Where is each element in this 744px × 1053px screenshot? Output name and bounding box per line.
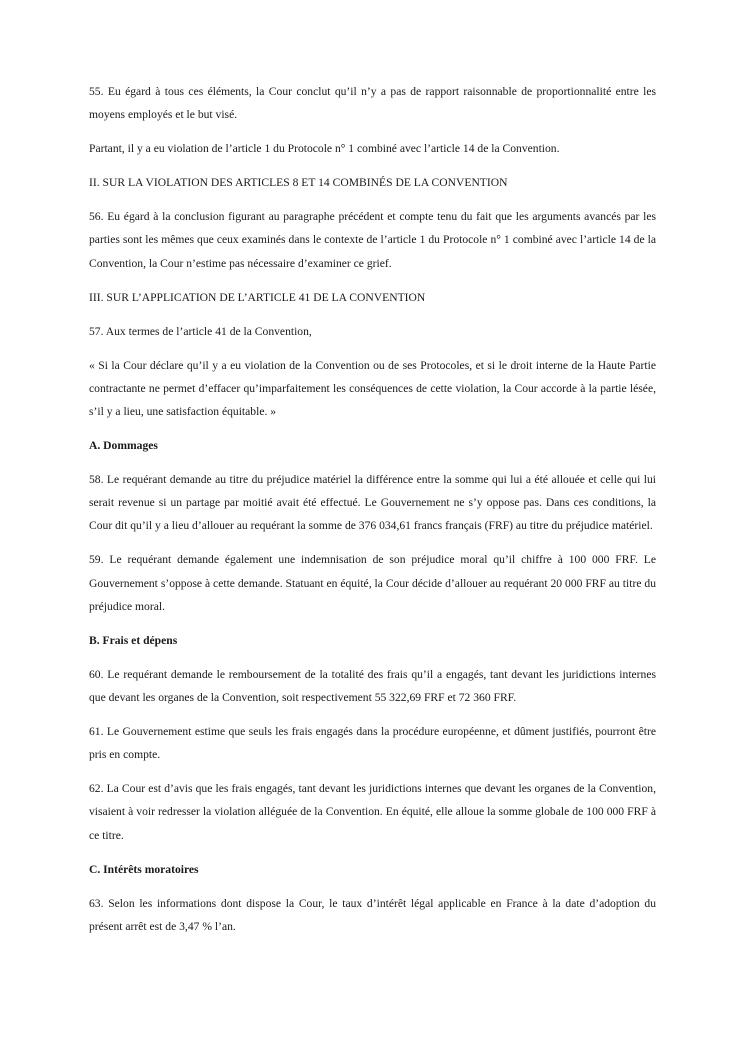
section-heading-ii: II. SUR LA VIOLATION DES ARTICLES 8 ET 14 COMBINÉS DE LA CONVENTION xyxy=(89,176,508,190)
paragraph-60: 60. Le requérant demande le remboursement de la totalité des frais qu’il a engagés, tant devant les juridictions internes que devant les organes de la Convention, soit respectivement 55 322,69 FRF et 72 360 FRF. xyxy=(89,667,656,705)
paragraph-57: 57. Aux termes de l’article 41 de la Convention, xyxy=(89,324,312,338)
paragraph-55: 55. Eu égard à tous ces éléments, la Cour conclut qu’il n’y a pas de rapport raisonnable de proportionnalité entre les moyens employés et le but visé. xyxy=(89,85,656,122)
paragraph-violation-conclusion: Partant, il y a eu violation de l’article 1 du Protocole n° 1 combiné avec l’article 14 de la Convention. xyxy=(89,142,560,156)
paragraph-58: 58. Le requérant demande au titre du préjudice matériel la différence entre la somme qui lui a été allouée et celle qui lui serait revenue si un partage par moitié avait été effectué. Le Gouvernement ne s’y oppose pas. Dans ces conditions, la Cour dit qu’il y a lieu d’allouer au requérant la somme de 376 034,61 francs français (FRF) au titre du préjudice matériel. xyxy=(89,473,656,533)
paragraph-61: 61. Le Gouvernement estime que seuls les frais engagés dans la procédure européenne, et dûment justifiés, pourront être pris en compte. xyxy=(89,725,656,762)
subheading-frais-depens: B. Frais et dépens xyxy=(89,633,178,647)
subheading-interets-moratoires: C. Intérêts moratoires xyxy=(89,862,199,876)
article-41-quote: « Si la Cour déclare qu’il y a eu violation de la Convention ou de ses Protocoles, et si le droit interne de la Haute Partie contractante ne permet d’effacer qu’imparfaitement les conséquences de cette violation, la Cour accorde à la partie lésée, s’il y a lieu, une satisfaction équitable. » xyxy=(89,358,656,419)
subheading-dommages: A. Dommages xyxy=(89,439,158,453)
paragraph-56: 56. Eu égard à la conclusion figurant au paragraphe précédent et compte tenu du fait que les arguments avancés par les parties sont les mêmes que ceux examinés dans le contexte de l’article 1 du Protocole n° 1 combiné avec l’article 14 de la Convention, la Cour n’estime pas nécessaire d’examiner ce grief. xyxy=(89,210,656,270)
paragraph-59: 59. Le requérant demande également une indemnisation de son préjudice moral qu’il chiffre à 100 000 FRF. Le Gouvernement s’oppose à cette demande. Statuant en équité, la Cour décide d’allouer au requérant 20 000 FRF au titre du préjudice moral. xyxy=(89,553,656,613)
paragraph-63: 63. Selon les informations dont dispose la Cour, le taux d’intérêt légal applicable en France à la date d’adoption du présent arrêt est de 3,47 % l’an. xyxy=(89,896,656,933)
paragraph-62: 62. La Cour est d’avis que les frais engagés, tant devant les juridictions internes que devant les organes de la Convention, visaient à voir redresser la violation alléguée de la Convention. En équité, elle alloue la somme globale de 100 000 FRF à ce titre. xyxy=(89,782,656,842)
section-heading-iii: III. SUR L’APPLICATION DE L’ARTICLE 41 DE LA CONVENTION xyxy=(89,290,426,304)
document-page xyxy=(89,80,656,949)
